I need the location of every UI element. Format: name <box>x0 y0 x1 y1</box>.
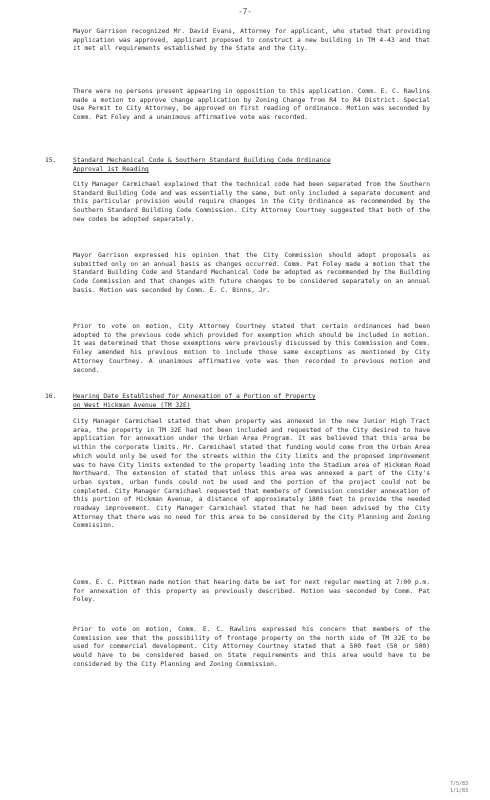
paragraph-text: There were no persons present appearing in opposition to this application. Comm. E. C. Rawlins made a motion to approve change application by Zoning Change from R4 to R4 District. Special Use Permit to City Attorney, be approved on first reading of ordinance. Motion was seconded by Comm. Pat Foley and a unanimous affirmative vote was recorded. <box>73 88 430 122</box>
item-title-line-1: Hearing Date Established for Annexation of a Portion of Property <box>73 393 316 400</box>
paragraph-1 <box>73 28 430 80</box>
item-title-line-2: Approval 1st Reading <box>73 166 149 173</box>
paragraph-5 <box>73 323 430 387</box>
paragraph-text: City Manager Carmichael explained that the technical code had been separated from the Southern Standard Building Code and was essentially the same, but only included a separate document and this particular provision would require changes in the City Ordinance as recommended by the Southern Standard Building Code Commission. City Attorney Courtney suggested that both of the new codes be adopted separately. <box>73 181 430 223</box>
paragraph-text: Mayor Garrison recognized Mr. David Evans, Attorney for applicant, who stated that providing application was approved, applicant proposed to construct a new building in TM 4-43 and that it met all requirements established by the State and the City. <box>73 28 430 53</box>
paragraph-7 <box>73 579 430 619</box>
footer-mark-bottom: 1/1/83 <box>449 788 468 794</box>
paragraph-3 <box>73 181 430 245</box>
agenda-item-16 <box>45 393 430 411</box>
paragraph-6 <box>73 418 430 570</box>
paragraph-text: City Manager Carmichael stated that when property was annexed in the new Junior High Tract area, the property in TM 32E had not been included and requested of the City desired to have application for annexation under the Urban Area Program. It was believed that this area be within the corporate limits. Mr. Carmichael stated that funding would come from the Urban Area which would only be used for the streets within the City limits and the proposed improvement was to have City limits extended to the property leading into the Stadium area of Hickman Road Northward. The extension of stated that unless this area was annexed a part of the City's urban system, urban funds could not be used and the portion of the project could not be completed. City Manager Carmichael requested that members of Commission consider annexation of this portion of Hickman Avenue, a distance of approximately 1800 feet to provide the needed roadway improvement. City Manager Carmichael stated that he had been advised by the City Attorney that there was no need for this area to be considered by the City Planning and Zoning Commission. <box>73 418 430 530</box>
item-number: 16. <box>45 393 57 400</box>
paragraph-text: Comm. E. C. Pittman made motion that hearing date be set for next regular meeting at 7:00 p.m. for annexation of this property as previously described. Motion was seconded by Comm. Pat Foley. <box>73 579 430 604</box>
paragraph-text: Prior to vote on motion, City Attorney Courtney stated that certain ordinances had been adopted to the previous code which provided for exemption which should be included in motion. It was determined that those exemptions were previously discussed by this Commission and Comm. Foley amended his previous motion to include those same exceptions as mentioned by City Attorney Courtney. A unanimous affirmative vote was then recorded to previous motion and second. <box>73 323 430 374</box>
paragraph-2 <box>73 88 430 152</box>
page-number: -7- <box>238 7 252 16</box>
item-number: 15. <box>45 157 57 164</box>
item-title-line-1: Standard Mechanical Code & Southern Standard Building Code Ordinance <box>73 157 331 164</box>
footer-mark-top: 7/5/83 <box>449 781 468 787</box>
item-title-line-2: on West Hickman Avenue (TM 32E) <box>73 402 191 409</box>
agenda-item-15 <box>45 157 430 175</box>
paragraph-text: Prior to vote on motion, Comm. E. C. Rawlins expressed his concern that members of the Commission see that the possibility of frontage property on the north side of TM 32E to be used for commercial development. City Attorney Courtney stated that a 500 feet (50 or 500) would have to be considered based on State requirements and this area would have to be considered by the City Planning and Zoning Commission. <box>73 626 430 668</box>
paragraph-8 <box>73 626 430 698</box>
paragraph-text: Mayor Garrison expressed his opinion that the City Commission should adopt proposals as submitted only on an annual basis as changes occurred. Comm. Pat Foley made a motion that the Standard Building Code and Standard Mechanical Code be adopted as recommended by the Building Code Commission and that changes with future changes to be considered separately on an annual basis. Motion was seconded by Comm. E. C. Binns, Jr. <box>73 252 430 294</box>
paragraph-4 <box>73 252 430 316</box>
